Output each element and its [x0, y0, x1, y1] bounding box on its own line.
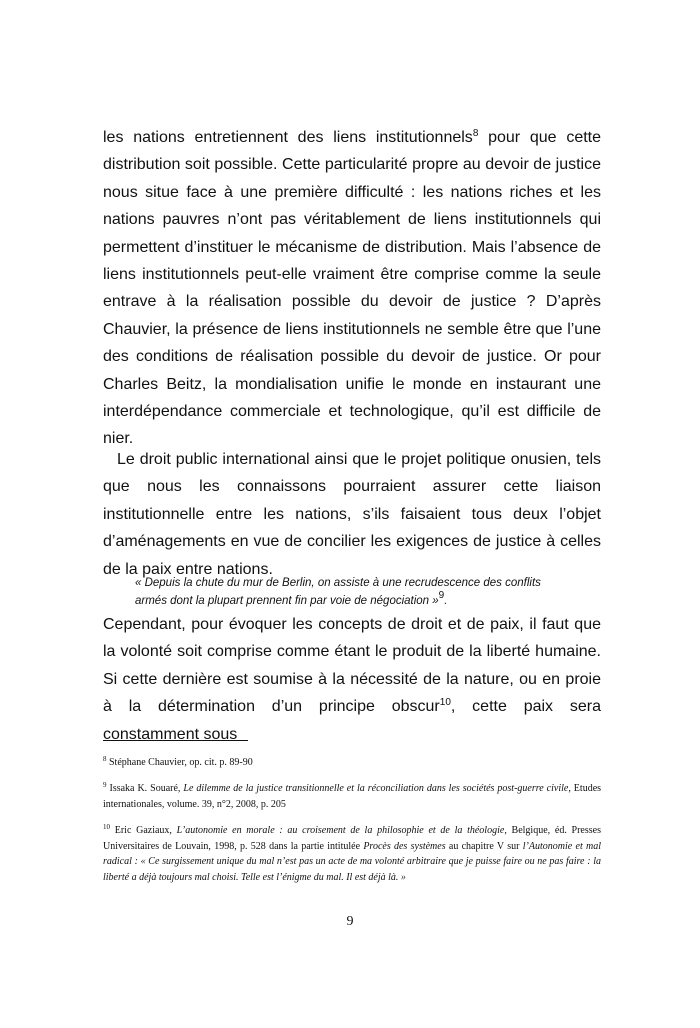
footnote-9-author: Issaka K. Souaré,	[109, 783, 184, 794]
footnote-9	[103, 781, 601, 812]
paragraph-1	[103, 124, 601, 453]
footnote-9-details: , Etudes internationales, volume. 39, n°2, 2008, p. 205	[103, 783, 602, 810]
footnote-10-chapter: l’Autonomie et mal radical	[103, 840, 602, 867]
footnote-ref-9[interactable]: 9	[438, 590, 445, 601]
paragraph-3	[103, 611, 601, 748]
block-quote	[135, 574, 565, 610]
footnote-10-title: L’autonomie en morale : au croisement de la philosophie et de la théologie	[176, 825, 505, 836]
footnote-10-part: Procès des systèmes	[363, 840, 446, 852]
footnote-separator	[103, 740, 248, 741]
footnote-10	[103, 823, 601, 885]
page-number: 9	[346, 914, 354, 929]
paragraph-1-text: les nations entretiennent des liens institutionnels	[103, 129, 473, 146]
footnote-10-quote: : « Ce surgissement unique du mal n’est pas un acte de ma volonté arbitraire que je puisse faire ou ne pas faire : la liberté a déjà toujours mal choisi. Telle est l’énigme du mal. Il est déjà là. »	[103, 856, 601, 883]
footnote-8-number: 8	[103, 755, 107, 763]
block-quote-text: « Depuis la chute du mur de Berlin, on assiste à une recrudescence des conflits armés dont la plupart prennent fin par voie de négociation »	[135, 577, 541, 607]
paragraph-3-text-continued: , cette paix sera constamment sous	[103, 698, 601, 743]
footnote-10-number: 10	[103, 823, 110, 831]
footnote-10-author: Eric Gaziaux,	[114, 825, 177, 836]
footnote-10-publisher: , Belgique, éd. Presses Universitaires de Louvain, 1998, p. 528 dans la partie intitulée	[103, 825, 601, 852]
footnote-9-title: Le dilemme de la justice transitionnelle et la réconciliation dans les sociétés post-guerre civile	[183, 783, 569, 794]
footnote-9-number: 9	[103, 781, 107, 789]
footnote-ref-10[interactable]: 10	[439, 697, 451, 709]
footnote-10-chapter-intro: au chapitre V sur	[445, 840, 523, 852]
footnote-8	[103, 755, 601, 771]
paragraph-3-text: Cependant, pour évoquer les concepts de droit et de paix, il faut que la volonté soit comprise comme étant le produit de la liberté humaine. Si cette dernière est soumise à la nécessité de la nature, ou en proie à la détermination d’un principe obscur	[103, 616, 601, 716]
paragraph-2: Le droit public international ainsi que le projet politique onusien, tels que nous les connaissons pourraient assurer cette liaison institutionnelle entre les nations, s’ils faisaient tous deux l’objet d’aménagements en vue de concilier les exigences de justice à celles de la paix entre nations.	[103, 451, 601, 578]
paragraph-1-text-continued: pour que cette distribution soit possible. Cette particularité propre au devoir de justice nous situe face à une première difficulté : les nations riches et les nations pauvres n’ont pas véritablement de liens institutionnels qui permettent d’instituer le mécanisme de distribution. Mais l’absence de liens institutionnels peut-elle vraiment être comprise comme la seule entrave à la réalisation possible du devoir de justice ? D’après Chauvier, la présence de liens institutionnels ne semble être que l’une des conditions de réalisation possible du devoir de justice. Or pour Charles Beitz, la mondialisation unifie le monde en instaurant une interdépendance commerciale et technologique, qu’il est difficile de nier.	[103, 129, 602, 448]
block-quote-end: .	[444, 595, 448, 607]
footnote-8-text: Stéphane Chauvier, op. cit. p. 89-90	[109, 757, 253, 768]
footnote-ref-8[interactable]: 8	[472, 128, 479, 139]
